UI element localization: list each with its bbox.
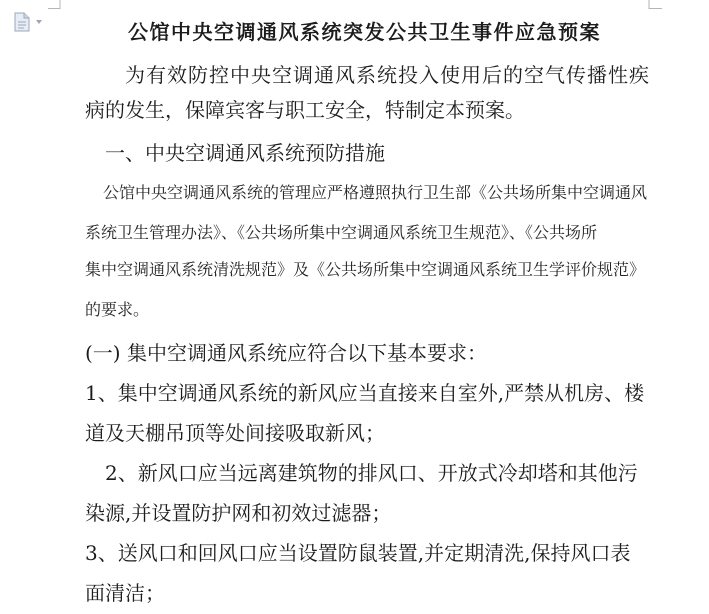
list-item-line: 2、新风口应当远离建筑物的排风口、开放式冷却塔和其他污 [105, 461, 638, 485]
paragraph-line: 病的发生，保障宾客与职工安全，特制定本预案。 [85, 98, 525, 122]
paragraph-line: 集中空调通风系统清洗规范》及《公共场所集中空调通风系统卫生学评价规范》 [85, 260, 646, 279]
list-item-line: 染源,并设置防护网和初效过滤器； [85, 501, 392, 525]
subsection-heading: (一) 集中空调通风系统应符合以下基本要求： [85, 341, 487, 365]
crop-mark-left [48, 0, 62, 10]
document-icon[interactable] [14, 12, 30, 32]
document-title: 公馆中央空调通风系统突发公共卫生事件应急预案 [128, 20, 601, 44]
paragraph-line: 公馆中央空调通风系统的管理应严格遵照执行卫生部《公共场所集中空调通风 [103, 183, 648, 202]
paragraph-line: 系统卫生管理办法》、《公共场所集中空调通风系统卫生规范》、《公共场所 [85, 223, 598, 242]
list-item-line: 道及天棚吊顶等处间接吸取新风； [85, 421, 385, 445]
section-heading: 一、中央空调通风系统预防措施 [105, 141, 385, 165]
paragraph-line: 的要求。 [85, 300, 150, 319]
list-item-line: 3、送风口和回风口应当设置防鼠装置,并定期清洗,保持风口表 [85, 541, 631, 565]
paragraph-line: 为有效防控中央空调通风系统投入使用后的空气传播性疾 [125, 63, 650, 87]
list-item-line: 1、集中空调通风系统的新风应当直接来自室外,严禁从机房、楼 [85, 381, 645, 405]
list-item-line: 面清洁； [85, 581, 165, 605]
chevron-down-icon[interactable] [35, 19, 43, 25]
crop-mark-right [648, 0, 662, 10]
